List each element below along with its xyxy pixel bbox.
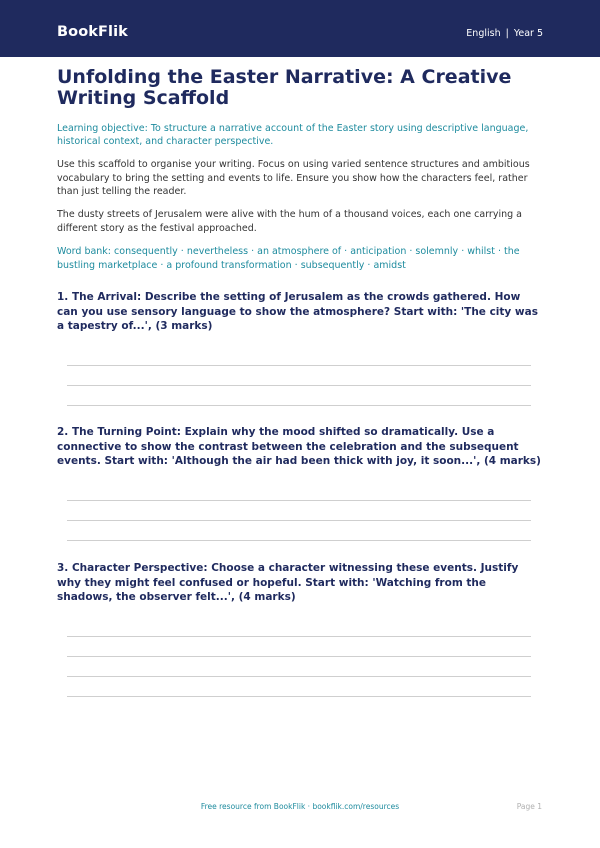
question-3: 3. Character Perspective: Choose a character witnessing these events. Justify why they might feel confused or hopeful. Start with: 'Watching from the shadows, the observer felt...', (4 marks) [57, 562, 519, 603]
answer-line[interactable] [67, 540, 531, 541]
answer-line[interactable] [67, 636, 531, 637]
word-bank: Word bank: consequently · nevertheless · an atmosphere of · anticipation · solemnly · whilst · the bustling marketplace · a profound transformation · subsequently · amidst [57, 246, 520, 271]
answer-line[interactable] [67, 676, 531, 677]
intro-paragraph: Use this scaffold to organise your writing. Focus on using varied sentence structures and ambitious vocabulary to bring the setting and events to life. Ensure you show how the characters feel, rather than just telling the reader. [57, 159, 530, 197]
answer-line[interactable] [67, 520, 531, 521]
brand-logo[interactable]: BookFlik [57, 24, 128, 40]
question-1: 1. The Arrival: Describe the setting of Jerusalem as the crowds gathered. How can you use sensory language to show the atmosphere? Start with: 'The city was a tapestry of...', (3 marks) [57, 291, 538, 332]
subject-label: English [466, 28, 501, 39]
answer-line[interactable] [67, 385, 531, 386]
page-title: Unfolding the Easter Narrative: A Creative Writing Scaffold [57, 66, 512, 109]
answer-line[interactable] [67, 656, 531, 657]
subject-meta [466, 28, 543, 39]
meta-separator: | [505, 28, 509, 39]
answer-line[interactable] [67, 405, 531, 406]
page-number: Page 1 [516, 802, 542, 811]
question-2: 2. The Turning Point: Explain why the mood shifted so dramatically. Use a connective to show the contrast between the celebration and the subsequent events. Start with: 'Although the air had been thick with joy, it soon...', (4 marks) [57, 426, 541, 467]
header-bar [0, 0, 600, 57]
learning-objective: Learning objective: To structure a narrative account of the Easter story using descriptive language, historical context, and character perspective. [57, 123, 529, 147]
year-label: Year 5 [513, 28, 543, 39]
sample-paragraph: The dusty streets of Jerusalem were alive with the hum of a thousand voices, each one carrying a different story as the festival approached. [57, 209, 522, 234]
answer-line[interactable] [67, 696, 531, 697]
footer-link[interactable]: Free resource from BookFlik · bookflik.com/resources [200, 802, 400, 811]
answer-line[interactable] [67, 365, 531, 366]
answer-line[interactable] [67, 500, 531, 501]
